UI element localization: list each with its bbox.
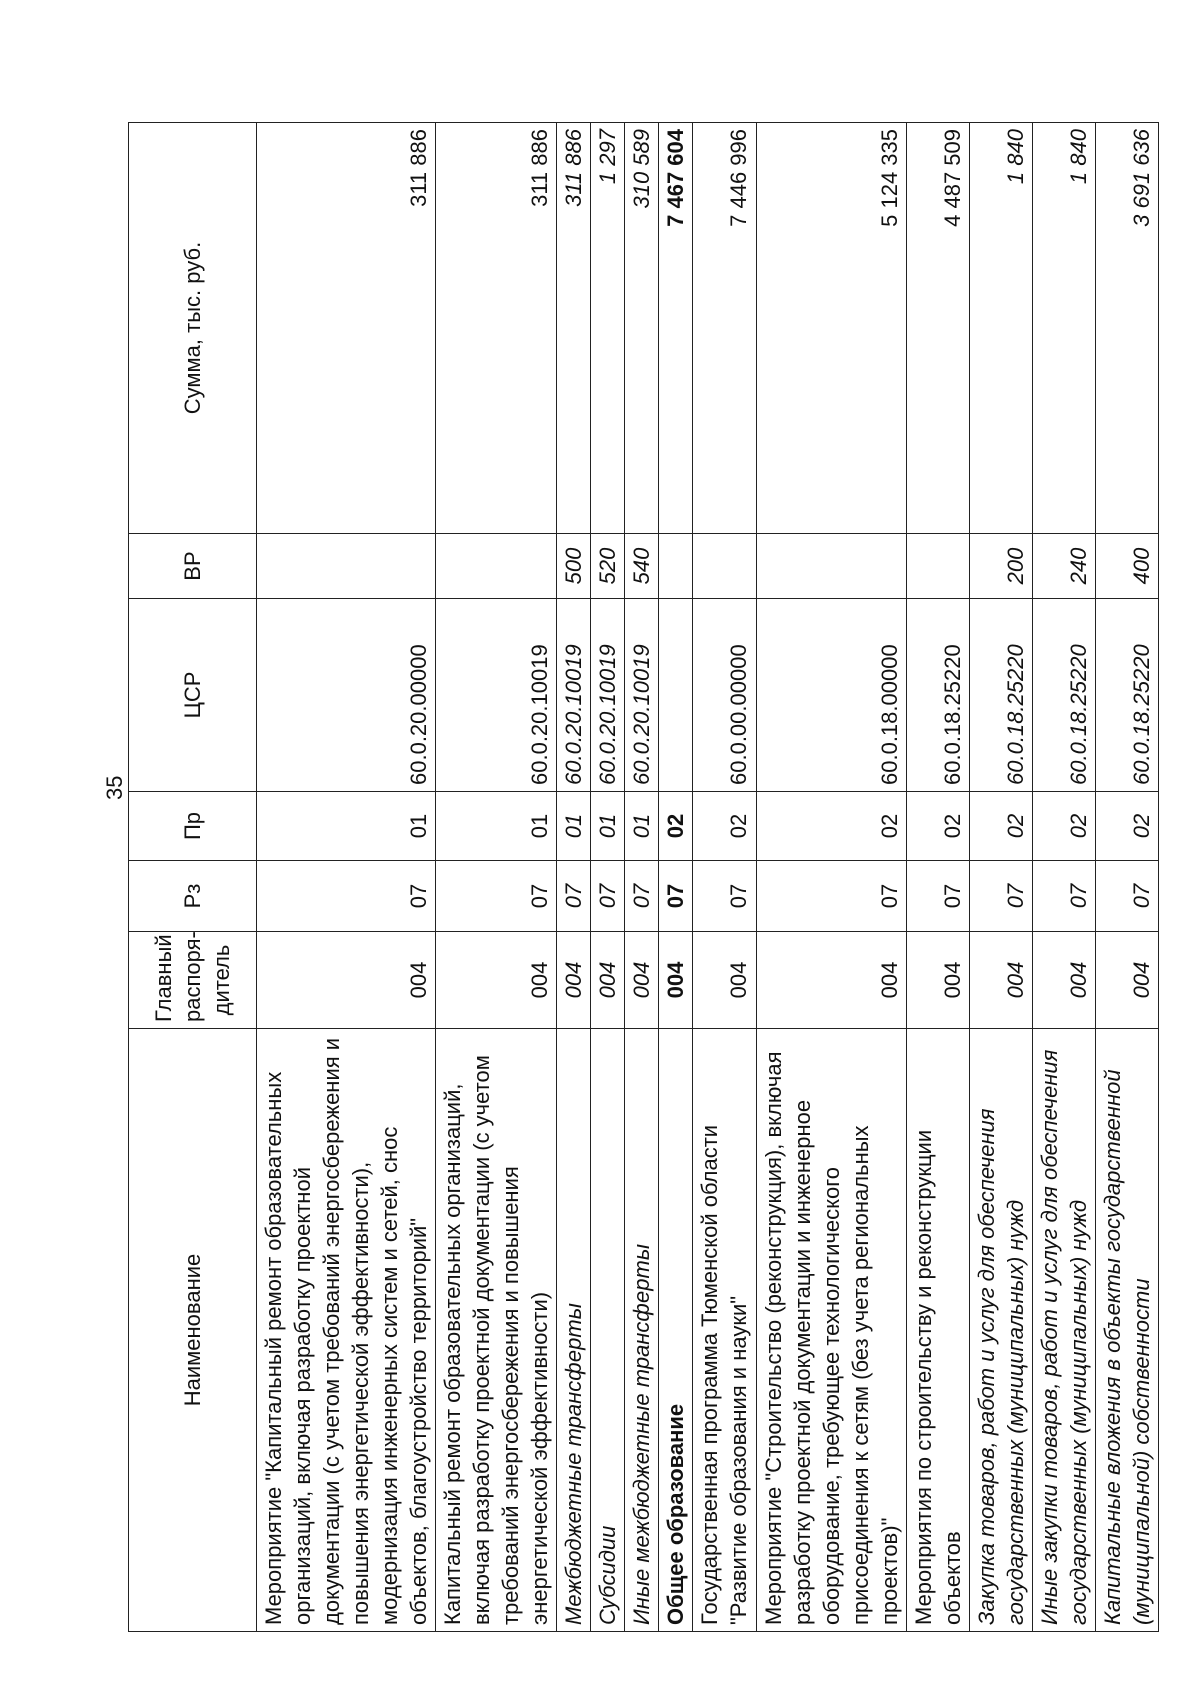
cell-chief: 004: [436, 932, 557, 1029]
table-row: [1095, 123, 1158, 1632]
cell-chief: 004: [969, 932, 1032, 1029]
table-row: [659, 123, 693, 1632]
table-row: [756, 123, 906, 1632]
cell-pr: 02: [659, 792, 693, 861]
cell-rz: 07: [1032, 861, 1095, 932]
cell-rz: 07: [659, 861, 693, 932]
budget-table: [128, 122, 1159, 1632]
cell-rz: 07: [257, 861, 436, 932]
cell-name: Государственная программа Тюменской области "Развитие образования и науки": [693, 1029, 756, 1632]
cell-csr: [659, 599, 693, 792]
header-name: Наименование: [129, 1029, 257, 1632]
cell-vr: [906, 534, 969, 599]
header-sum: Сумма, тыс. руб.: [129, 123, 257, 534]
cell-sum: 311 886: [436, 123, 557, 534]
cell-pr: 02: [969, 792, 1032, 861]
cell-pr: 01: [257, 792, 436, 861]
header-csr: ЦСР: [129, 599, 257, 792]
cell-chief: 004: [1095, 932, 1158, 1029]
cell-csr: 60.0.20.10019: [557, 599, 591, 792]
cell-name: Мероприятия по строительству и реконструкции объектов: [906, 1029, 969, 1632]
cell-sum: 7 446 996: [693, 123, 756, 534]
cell-pr: 02: [756, 792, 906, 861]
cell-csr: 60.0.18.00000: [756, 599, 906, 792]
cell-vr: 240: [1032, 534, 1095, 599]
table-row: [969, 123, 1032, 1632]
cell-chief: 004: [1032, 932, 1095, 1029]
cell-sum: 1 840: [1032, 123, 1095, 534]
cell-name: Капитальные вложения в объекты государственной (муниципальной) собственности: [1095, 1029, 1158, 1632]
table-row: [557, 123, 591, 1632]
cell-csr: 60.0.18.25220: [1032, 599, 1095, 792]
cell-vr: [693, 534, 756, 599]
cell-vr: [436, 534, 557, 599]
cell-csr: 60.0.18.25220: [969, 599, 1032, 792]
table-row: [906, 123, 969, 1632]
table-row: [693, 123, 756, 1632]
cell-vr: 520: [591, 534, 625, 599]
table-row: [436, 123, 557, 1632]
cell-chief: 004: [625, 932, 659, 1029]
cell-sum: 4 487 509: [906, 123, 969, 534]
cell-name: Общее образование: [659, 1029, 693, 1632]
cell-vr: 540: [625, 534, 659, 599]
cell-name: Мероприятие "Капитальный ремонт образовательных организаций, включая разработку проектной документации (с учетом требований энергосбережения и повышения энергетической эффективности), модернизация инженерных систем и сетей, снос объектов, благоустройство территорий": [257, 1029, 436, 1632]
cell-sum: 3 691 636: [1095, 123, 1158, 534]
header-rz: Рз: [129, 861, 257, 932]
cell-vr: 500: [557, 534, 591, 599]
cell-csr: 60.0.20.10019: [625, 599, 659, 792]
cell-name: Субсидии: [591, 1029, 625, 1632]
cell-pr: 01: [436, 792, 557, 861]
cell-vr: 400: [1095, 534, 1158, 599]
cell-name: Закупка товаров, работ и услуг для обеспечения государственных (муниципальных) нужд: [969, 1029, 1032, 1632]
cell-name: Мероприятие "Строительство (реконструкция), включая разработку проектной документации и инженерное оборудование, требующее технологического присоединения к сетям (без учета региональных проектов)": [756, 1029, 906, 1632]
cell-pr: 01: [591, 792, 625, 861]
cell-sum: 311 886: [257, 123, 436, 534]
cell-chief: 004: [659, 932, 693, 1029]
cell-csr: 60.0.20.10019: [591, 599, 625, 792]
cell-csr: 60.0.20.00000: [257, 599, 436, 792]
header-chief: Главный распоря-дитель: [129, 932, 257, 1029]
cell-pr: 02: [906, 792, 969, 861]
cell-chief: 004: [257, 932, 436, 1029]
cell-rz: 07: [693, 861, 756, 932]
cell-sum: 311 886: [557, 123, 591, 534]
table-row: [591, 123, 625, 1632]
rotated-table-container: [128, 122, 1154, 1632]
cell-pr: 02: [693, 792, 756, 861]
cell-name: Иные закупки товаров, работ и услуг для обеспечения государственных (муниципальных) нужд: [1032, 1029, 1095, 1632]
cell-chief: 004: [693, 932, 756, 1029]
cell-vr: 200: [969, 534, 1032, 599]
cell-chief: 004: [756, 932, 906, 1029]
cell-chief: 004: [591, 932, 625, 1029]
cell-pr: 02: [1095, 792, 1158, 861]
table-row: [1032, 123, 1095, 1632]
cell-csr: 60.0.20.10019: [436, 599, 557, 792]
cell-chief: 004: [557, 932, 591, 1029]
cell-name: Иные межбюджетные трансферты: [625, 1029, 659, 1632]
page-number: 35: [102, 775, 127, 800]
table-row: [625, 123, 659, 1632]
cell-pr: 01: [557, 792, 591, 861]
cell-rz: 07: [625, 861, 659, 932]
cell-rz: 07: [969, 861, 1032, 932]
cell-vr: [659, 534, 693, 599]
cell-rz: 07: [591, 861, 625, 932]
cell-sum: 7 467 604: [659, 123, 693, 534]
header-pr: Пр: [129, 792, 257, 861]
table-row: [257, 123, 436, 1632]
cell-pr: 02: [1032, 792, 1095, 861]
cell-chief: 004: [906, 932, 969, 1029]
cell-vr: [257, 534, 436, 599]
cell-sum: 310 589: [625, 123, 659, 534]
cell-rz: 07: [436, 861, 557, 932]
cell-rz: 07: [756, 861, 906, 932]
cell-rz: 07: [906, 861, 969, 932]
cell-name: Капитальный ремонт образовательных организаций, включая разработку проектной документации (с учетом требований энергосбережения и повышения энергетической эффективности): [436, 1029, 557, 1632]
cell-csr: 60.0.18.25220: [1095, 599, 1158, 792]
cell-name: Межбюджетные трансферты: [557, 1029, 591, 1632]
header-vr: ВР: [129, 534, 257, 599]
cell-csr: 60.0.18.25220: [906, 599, 969, 792]
cell-sum: 1 297: [591, 123, 625, 534]
cell-sum: 5 124 335: [756, 123, 906, 534]
cell-pr: 01: [625, 792, 659, 861]
cell-csr: 60.0.00.00000: [693, 599, 756, 792]
cell-vr: [756, 534, 906, 599]
cell-rz: 07: [1095, 861, 1158, 932]
cell-sum: 1 840: [969, 123, 1032, 534]
cell-rz: 07: [557, 861, 591, 932]
